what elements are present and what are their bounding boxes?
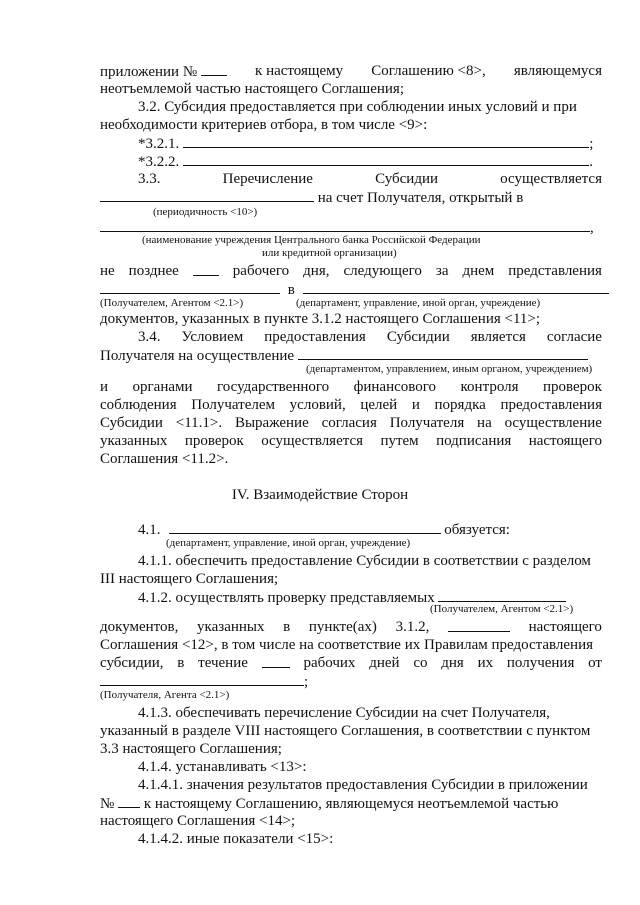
text-line: приложении № к настоящему Соглашению <8>, являющемуся [100,63,602,80]
form-line-period: на счет Получателя, открытый в [100,188,602,207]
caption-dept: (департамент, управление, иной орган, учреждение) [296,297,541,309]
caption-dept: (департаментом, управлением, иным органом, учреждением) [306,363,593,375]
text-line: субсидии, в течение рабочих дней со дня их получения от [100,655,602,671]
text-line: неотъемлемой частью настоящего Соглашения; [100,81,404,97]
text-line: и органами государственного финансового контроля проверок [100,379,602,395]
caption-bank: (наименование учреждения Центрального банка Российской Федерации [142,234,481,246]
caption-period: (периодичность <10>) [153,206,258,218]
form-line-3-2-1: *3.2.1. ; [138,136,594,152]
text-line: 3.3 настоящего Соглашения; [100,741,282,757]
form-line-4-1-2: 4.1.2. осуществлять проверку представляемых [100,588,602,607]
form-line-3-2-2: *3.2.2. . [138,154,593,170]
form-line-from: ; [100,672,602,691]
text-line: документов, указанных в пункте(ах) 3.1.2, настоящего [100,619,602,635]
caption-dept: (департамент, управление, иной орган, учреждение) [166,537,411,549]
text-line: № к настоящему Соглашению, являющемуся неотъемлемой частью [100,796,559,812]
text-line: 4.1.4.1. значения результатов предоставления Субсидии в приложении [138,777,588,793]
caption-recipient: (Получателем, Агентом <2.1>) [100,297,244,309]
text-line: 3.2. Субсидия предоставляется при соблюдении иных условий и при [138,99,577,115]
text-line: документов, указанных в пункте 3.1.2 настоящего Соглашения <11>; [100,311,541,327]
text-line: Субсидии <11.1>. Выражение согласия Получателя на осуществление [100,415,602,431]
form-line-4-1: 4.1. обязуется: [138,522,510,538]
text-line: указанный в разделе VIII настоящего Соглашения, в соответствии с пунктом [100,723,591,739]
text-line: соблюдения Получателем условий, целей и порядка предоставления [100,397,602,413]
text-line: 4.1.4. устанавливать <13>: [138,759,307,775]
section-heading: IV. Взаимодействие Сторон [231,487,409,503]
form-line-recipient: в [100,280,602,299]
text-line: 4.1.3. обеспечивать перечисление Субсидии на счет Получателя, [138,705,550,721]
text-line: необходимости критериев отбора, в том числе <9>: [100,117,428,133]
text-line: 4.1.1. обеспечить предоставление Субсидии в соответствии с разделом [138,553,591,569]
text-line: 4.1.4.2. иные показатели <15>: [138,831,334,847]
text-line: указанных проверок осуществляется путем подписания настоящего [100,433,602,449]
caption-recipient: (Получателя, Агента <2.1>) [100,689,230,701]
text-line: 3.4. Условием предоставления Субсидии является согласие [138,329,602,345]
text-line: настоящего Соглашения <14>; [100,813,296,829]
text-line: Соглашения <12>, в том числе на соответствие их Правилам предоставления [100,637,594,653]
text-line: Соглашения <11.2>. [100,451,229,467]
text-line: не позднее рабочего дня, следующего за днем представления [100,263,602,279]
caption-bank-2: или кредитной организации) [262,247,397,259]
text-line: 3.3. Перечисление Субсидии осуществляется [138,171,602,187]
caption-recipient: (Получателем, Агентом <2.1>) [430,603,574,615]
form-line-consent: Получателя на осуществление [100,346,602,365]
text-line: III настоящего Соглашения; [100,571,279,587]
form-line-bank: , [100,218,602,237]
